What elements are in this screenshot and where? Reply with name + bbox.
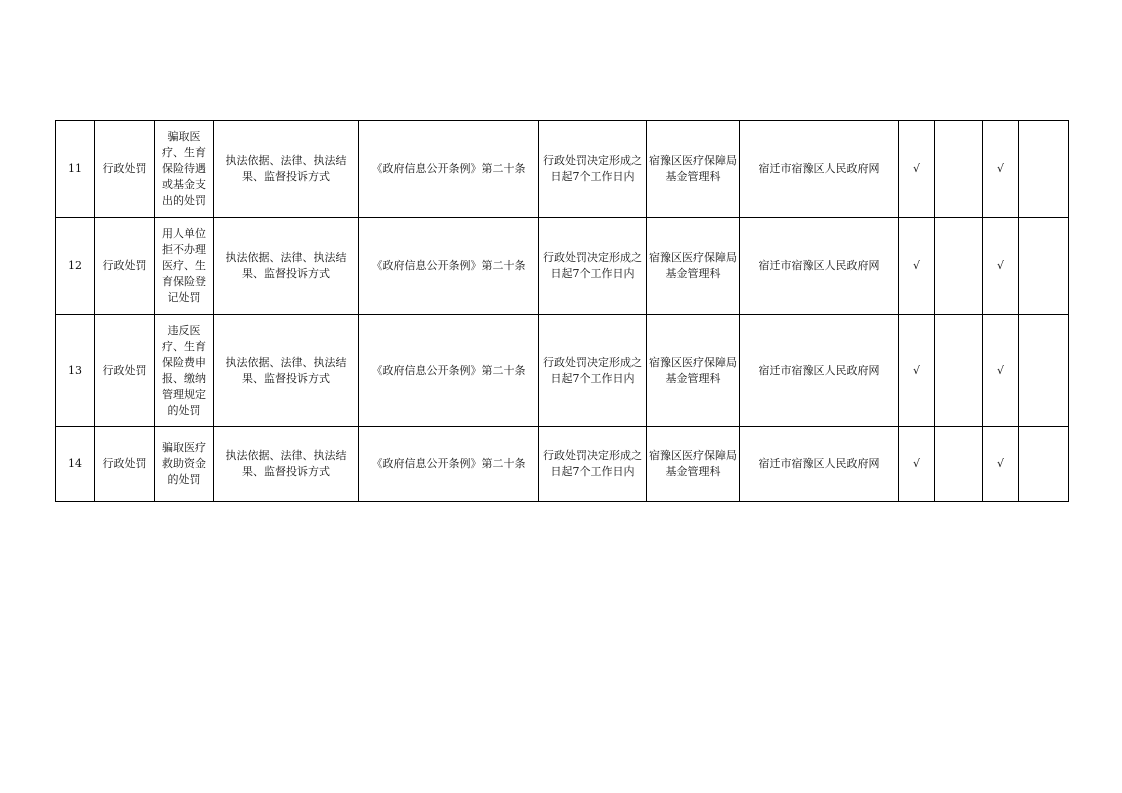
row-number: 14 [56, 427, 95, 502]
category-cell: 行政处罚 [95, 315, 155, 427]
content-cell: 执法依据、法律、执法结果、监督投诉方式 [214, 218, 359, 315]
check-cell-3: √ [983, 218, 1019, 315]
basis-cell: 《政府信息公开条例》第二十条 [359, 218, 539, 315]
check-cell-2 [935, 218, 983, 315]
department-cell: 宿豫区医疗保障局基金管理科 [647, 218, 740, 315]
row-number: 12 [56, 218, 95, 315]
check-cell-2 [935, 315, 983, 427]
item-cell: 骗取医疗、生育保险待遇或基金支出的处罚 [155, 121, 214, 218]
check-cell-4 [1019, 218, 1069, 315]
content-cell: 执法依据、法律、执法结果、监督投诉方式 [214, 427, 359, 502]
check-cell-4 [1019, 121, 1069, 218]
channel-cell: 宿迁市宿豫区人民政府网 [740, 427, 899, 502]
item-cell: 用人单位拒不办理医疗、生育保险登记处罚 [155, 218, 214, 315]
check-cell-4 [1019, 315, 1069, 427]
check-cell-3: √ [983, 315, 1019, 427]
time-limit-cell: 行政处罚决定形成之日起7个工作日内 [539, 121, 647, 218]
check-cell-3: √ [983, 427, 1019, 502]
channel-cell: 宿迁市宿豫区人民政府网 [740, 121, 899, 218]
check-cell-2 [935, 427, 983, 502]
time-limit-cell: 行政处罚决定形成之日起7个工作日内 [539, 427, 647, 502]
channel-cell: 宿迁市宿豫区人民政府网 [740, 315, 899, 427]
department-cell: 宿豫区医疗保障局基金管理科 [647, 427, 740, 502]
channel-cell: 宿迁市宿豫区人民政府网 [740, 218, 899, 315]
check-cell-1: √ [899, 427, 935, 502]
content-cell: 执法依据、法律、执法结果、监督投诉方式 [214, 121, 359, 218]
disclosure-table [55, 120, 1069, 502]
check-cell-2 [935, 121, 983, 218]
basis-cell: 《政府信息公开条例》第二十条 [359, 315, 539, 427]
content-cell: 执法依据、法律、执法结果、监督投诉方式 [214, 315, 359, 427]
item-cell: 骗取医疗救助资金的处罚 [155, 427, 214, 502]
item-cell: 违反医疗、生育保险费申报、缴纳管理规定的处罚 [155, 315, 214, 427]
basis-cell: 《政府信息公开条例》第二十条 [359, 121, 539, 218]
check-cell-3: √ [983, 121, 1019, 218]
department-cell: 宿豫区医疗保障局基金管理科 [647, 121, 740, 218]
table-row [56, 121, 1069, 218]
department-cell: 宿豫区医疗保障局基金管理科 [647, 315, 740, 427]
check-cell-1: √ [899, 218, 935, 315]
category-cell: 行政处罚 [95, 218, 155, 315]
time-limit-cell: 行政处罚决定形成之日起7个工作日内 [539, 218, 647, 315]
row-number: 11 [56, 121, 95, 218]
check-cell-1: √ [899, 121, 935, 218]
basis-cell: 《政府信息公开条例》第二十条 [359, 427, 539, 502]
table-row [56, 315, 1069, 427]
row-number: 13 [56, 315, 95, 427]
check-cell-1: √ [899, 315, 935, 427]
table-row [56, 218, 1069, 315]
category-cell: 行政处罚 [95, 121, 155, 218]
check-cell-4 [1019, 427, 1069, 502]
category-cell: 行政处罚 [95, 427, 155, 502]
table-row [56, 427, 1069, 502]
time-limit-cell: 行政处罚决定形成之日起7个工作日内 [539, 315, 647, 427]
